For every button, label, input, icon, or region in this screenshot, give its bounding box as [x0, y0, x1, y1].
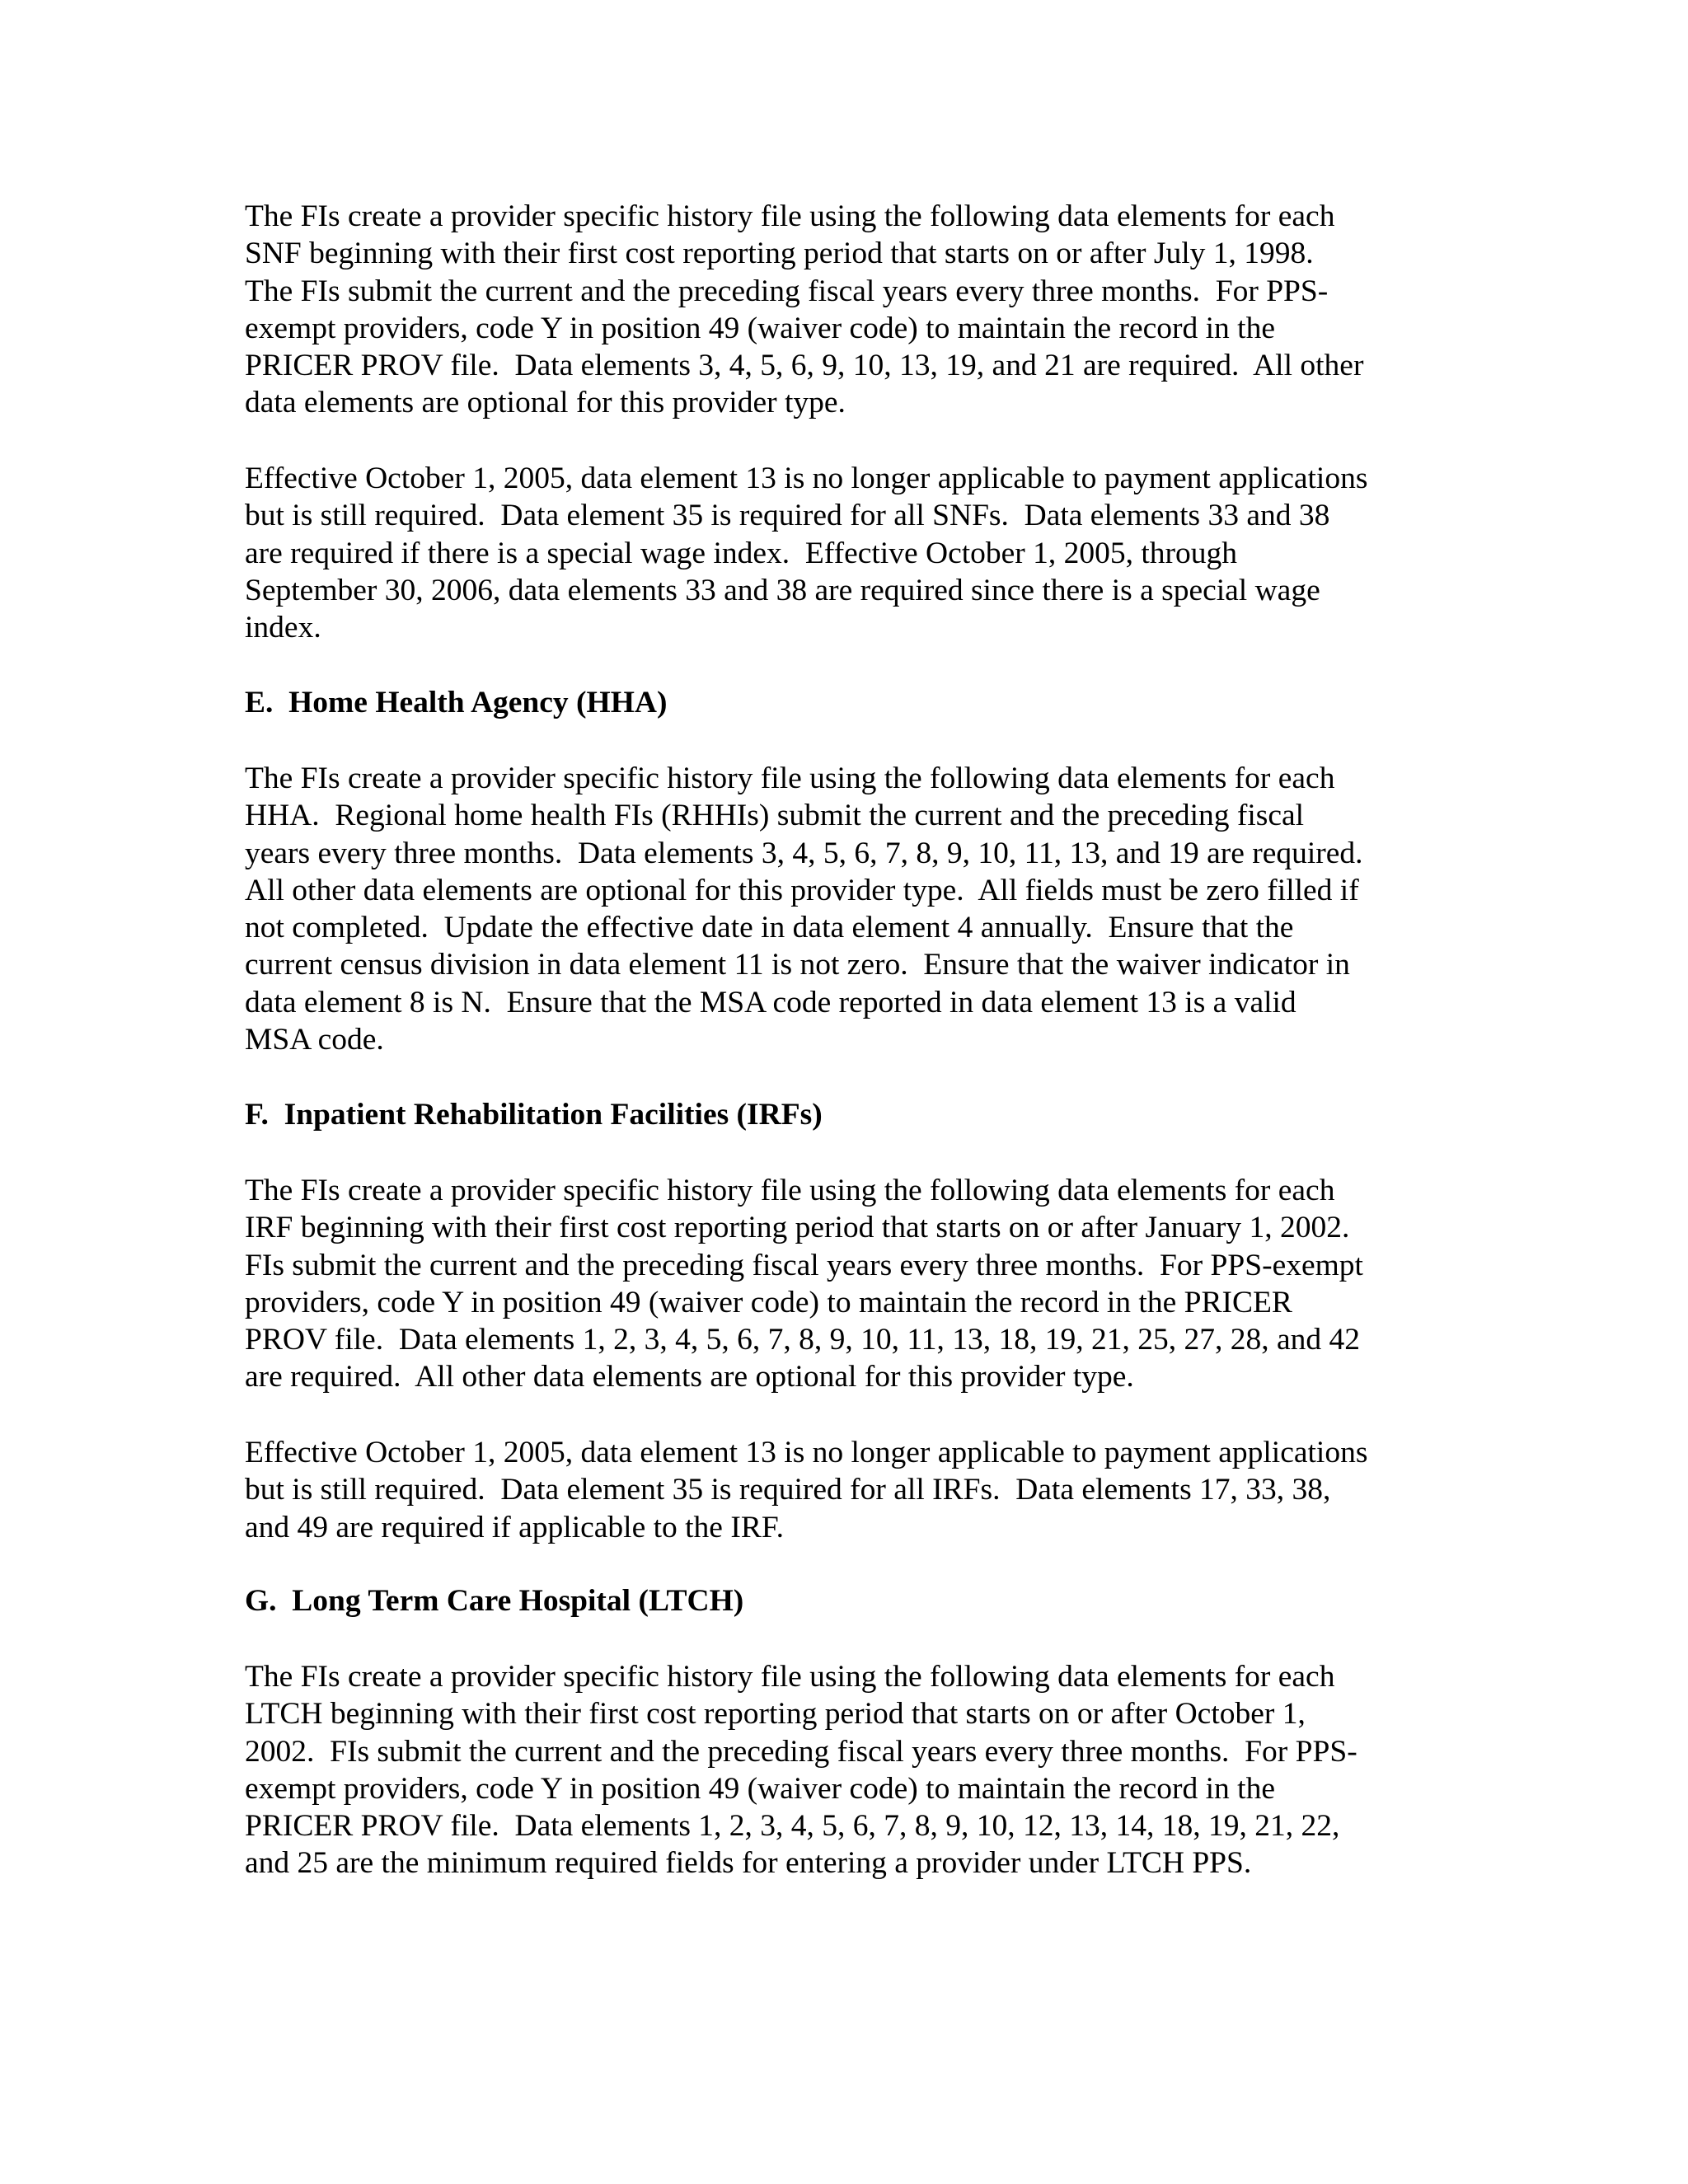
text-line: but is still required. Data element 35 is required for all SNFs. Data elements 33 and 38 — [245, 499, 1330, 533]
text-line: data elements are optional for this provider type. — [245, 386, 846, 420]
section-heading: G. Long Term Care Hospital (LTCH) — [245, 1584, 744, 1618]
text-line: Effective October 1, 2005, data element 13 is no longer applicable to payment applications — [245, 462, 1368, 495]
text-line: September 30, 2006, data elements 33 and 38 are required since there is a special wage — [245, 573, 1320, 607]
text-line: LTCH beginning with their first cost reporting period that starts on or after October 1, — [245, 1697, 1306, 1732]
paragraph-irf-effective-2005 — [245, 1434, 1448, 1546]
section-heading: F. Inpatient Rehabilitation Facilities (IRFs) — [245, 1098, 823, 1132]
text-line: All other data elements are optional for this provider type. All fields must be zero filled if — [245, 873, 1359, 907]
text-line: current census division in data element 11 is not zero. Ensure that the waiver indicator in — [245, 948, 1350, 982]
text-line: but is still required. Data element 35 is required for all IRFs. Data elements 17, 33, 38, — [245, 1473, 1331, 1507]
text-line: 2002. FIs submit the current and the preceding fiscal years every three months. For PPS- — [245, 1734, 1357, 1769]
text-line: MSA code. — [245, 1023, 384, 1057]
section-heading: E. Home Health Agency (HHA) — [245, 686, 668, 719]
text-line: FIs submit the current and the preceding fiscal years every three months. For PPS-exempt — [245, 1248, 1363, 1282]
text-line: not completed. Update the effective date in data element 4 annually. Ensure that the — [245, 911, 1294, 945]
text-line: exempt providers, code Y in position 49 (waiver code) to maintain the record in the — [245, 1771, 1275, 1806]
text-line: The FIs submit the current and the preceding fiscal years every three months. For PPS- — [245, 274, 1329, 308]
text-line: and 49 are required if applicable to the IRF. — [245, 1510, 785, 1544]
text-line: The FIs create a provider specific history file using the following data elements for each — [245, 762, 1335, 795]
text-line: PROV file. Data elements 1, 2, 3, 4, 5, 6, 7, 8, 9, 10, 11, 13, 18, 19, 21, 25, 27, 28, and 42 — [245, 1323, 1361, 1357]
text-line: SNF beginning with their first cost reporting period that starts on or after July 1, 1998. — [245, 237, 1314, 271]
text-line: Effective October 1, 2005, data element 13 is no longer applicable to payment applications — [245, 1436, 1368, 1469]
paragraph-hha-history-file — [245, 760, 1448, 1058]
text-line: HHA. Regional home health FIs (RHHIs) submit the current and the preceding fiscal — [245, 799, 1305, 833]
section-heading-g-ltch — [245, 1582, 1448, 1619]
text-line: The FIs create a provider specific history file using the following data elements for each — [245, 1660, 1335, 1694]
text-line: index. — [245, 611, 321, 645]
section-heading-f-irf — [245, 1096, 1448, 1133]
paragraph-snf-effective-2005 — [245, 460, 1448, 646]
text-line: are required if there is a special wage index. Effective October 1, 2005, through — [245, 536, 1238, 570]
text-line: years every three months. Data elements 3, 4, 5, 6, 7, 8, 9, 10, 11, 13, and 19 are required. — [245, 836, 1363, 870]
text-line: data element 8 is N. Ensure that the MSA code reported in data element 13 is a valid — [245, 985, 1296, 1019]
text-line: providers, code Y in position 49 (waiver code) to maintain the record in the PRICER — [245, 1285, 1292, 1319]
text-line: PRICER PROV file. Data elements 1, 2, 3, 4, 5, 6, 7, 8, 9, 10, 12, 13, 14, 18, 19, 21, 22, — [245, 1809, 1340, 1844]
text-line: are required. All other data elements are optional for this provider type. — [245, 1360, 1134, 1394]
text-line: IRF beginning with their first cost reporting period that starts on or after January 1, 2002. — [245, 1211, 1350, 1245]
text-line: PRICER PROV file. Data elements 3, 4, 5, 6, 9, 10, 13, 19, and 21 are required. All other — [245, 349, 1364, 383]
paragraph-ltch-history-file — [245, 1658, 1448, 1882]
text-line: The FIs create a provider specific history file using the following data elements for each — [245, 199, 1335, 233]
paragraph-irf-history-file — [245, 1172, 1448, 1396]
paragraph-snf-history-file — [245, 198, 1448, 422]
text-line: The FIs create a provider specific history file using the following data elements for each — [245, 1174, 1335, 1207]
text-line: exempt providers, code Y in position 49 (waiver code) to maintain the record in the — [245, 311, 1275, 345]
section-heading-e-hha — [245, 684, 1448, 721]
text-line: and 25 are the minimum required fields for entering a provider under LTCH PPS. — [245, 1846, 1252, 1881]
